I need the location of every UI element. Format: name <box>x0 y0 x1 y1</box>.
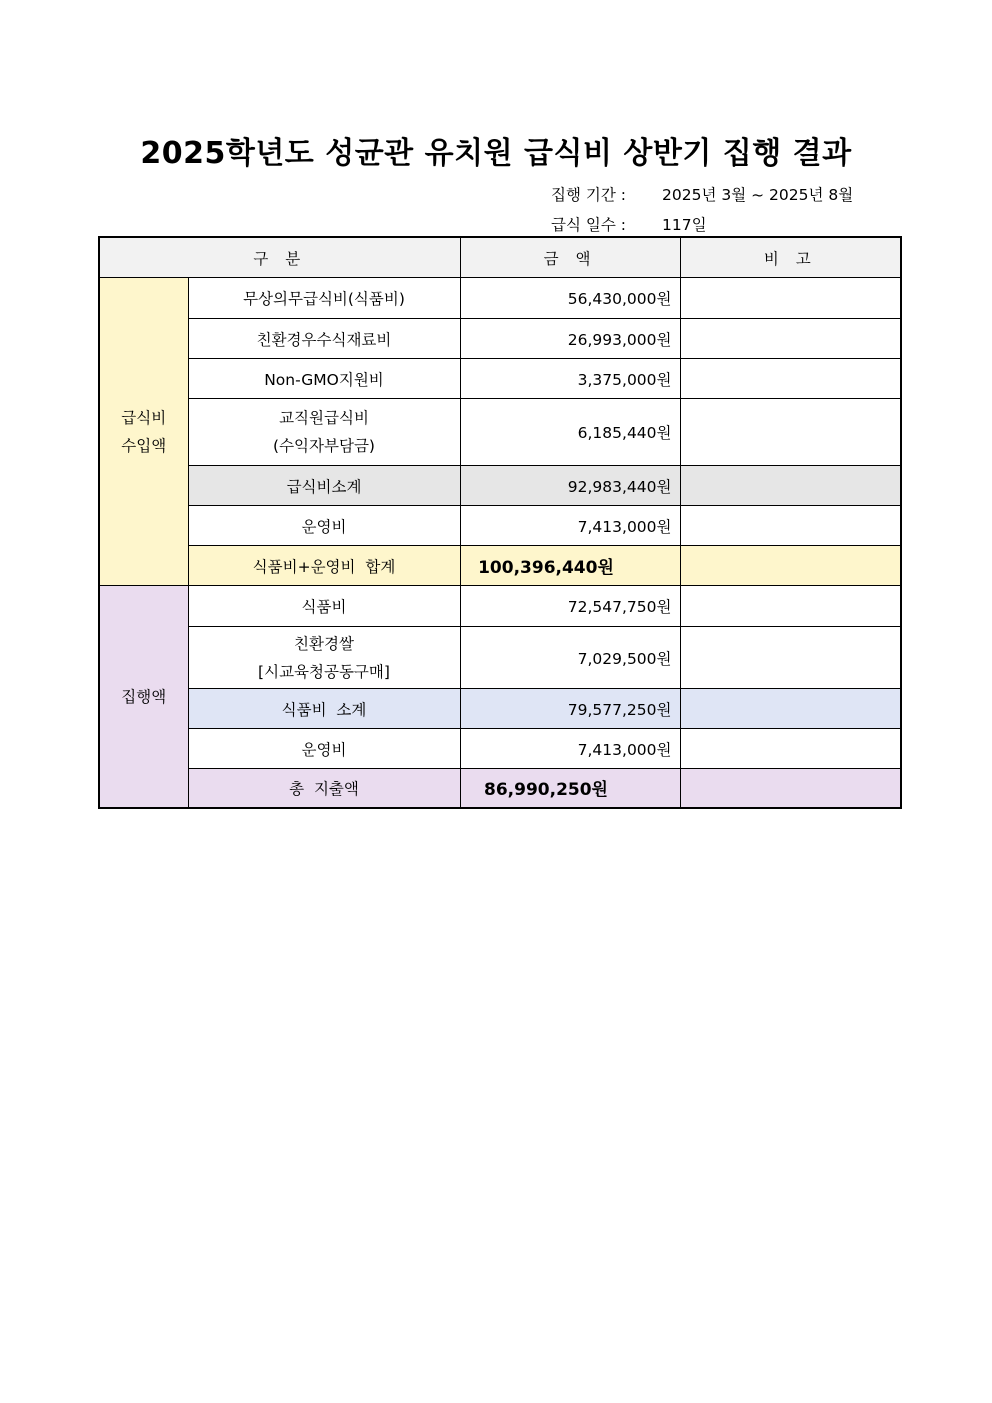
table-row <box>99 278 901 319</box>
item-line1: 친환경쌀 <box>294 634 354 653</box>
table-row <box>99 729 901 769</box>
item-cell: Non-GMO지원비 <box>188 359 460 399</box>
subtotal-row <box>99 689 901 729</box>
header-note: 비 고 <box>680 237 901 278</box>
table-row <box>99 319 901 359</box>
note-cell <box>680 399 901 466</box>
days-value: 117일 <box>662 216 707 234</box>
item-line2: (수익자부담금) <box>273 437 375 455</box>
note-cell <box>680 729 901 769</box>
item-cell: 무상의무급식비(식품비) <box>188 278 460 319</box>
item-cell <box>188 399 460 466</box>
income-label-line2: 수입액 <box>121 436 167 455</box>
table-header-row <box>99 237 901 278</box>
note-cell <box>680 359 901 399</box>
item-cell <box>188 627 460 689</box>
period-value: 2025년 3월 ~ 2025년 8월 <box>662 186 854 204</box>
note-cell <box>680 506 901 546</box>
item-cell: 친환경우수식재료비 <box>188 319 460 359</box>
subtotal-row <box>99 466 901 506</box>
item-cell: 운영비 <box>188 506 460 546</box>
amount-cell: 79,577,250원 <box>460 689 680 729</box>
item-cell: 식품비 <box>188 586 460 627</box>
expense-group-label: 집행액 <box>99 586 188 808</box>
table-row <box>99 506 901 546</box>
table-row <box>99 359 901 399</box>
amount-cell: 26,993,000원 <box>460 319 680 359</box>
page-title: 2025학년도 성균관 유치원 급식비 상반기 집행 결과 <box>140 136 852 171</box>
income-label-line1: 급식비 <box>121 408 167 427</box>
days-label: 급식 일수 : <box>551 216 626 234</box>
income-total-row <box>99 546 901 586</box>
amount-cell: 6,185,440원 <box>460 399 680 466</box>
item-cell: 운영비 <box>188 729 460 769</box>
period-label: 집행 기간 : <box>551 186 626 204</box>
item-cell: 총 지출액 <box>188 769 460 808</box>
item-cell: 급식비소계 <box>188 466 460 506</box>
amount-cell: 3,375,000원 <box>460 359 680 399</box>
item-line2: [시교육청공동구매] <box>258 662 390 681</box>
table-row <box>99 399 901 466</box>
amount-cell: 72,547,750원 <box>460 586 680 627</box>
amount-cell: 100,396,440원 <box>460 546 680 586</box>
budget-table <box>98 236 902 809</box>
amount-cell: 56,430,000원 <box>460 278 680 319</box>
note-cell <box>680 769 901 808</box>
table-row <box>99 586 901 627</box>
note-cell <box>680 627 901 689</box>
note-cell <box>680 546 901 586</box>
note-cell <box>680 586 901 627</box>
expense-total-row <box>99 769 901 808</box>
header-category: 구 분 <box>99 237 460 278</box>
table-row <box>99 627 901 689</box>
note-cell <box>680 319 901 359</box>
amount-cell: 7,413,000원 <box>460 506 680 546</box>
note-cell <box>680 466 901 506</box>
item-cell: 식품비+운영비 합계 <box>188 546 460 586</box>
note-cell <box>680 278 901 319</box>
amount-cell: 7,413,000원 <box>460 729 680 769</box>
item-cell: 식품비 소계 <box>188 689 460 729</box>
amount-cell: 86,990,250원 <box>460 769 680 808</box>
header-amount: 금 액 <box>460 237 680 278</box>
amount-cell: 7,029,500원 <box>460 627 680 689</box>
income-group-label <box>99 278 188 586</box>
item-line1: 교직원급식비 <box>279 409 369 427</box>
note-cell <box>680 689 901 729</box>
amount-cell: 92,983,440원 <box>460 466 680 506</box>
